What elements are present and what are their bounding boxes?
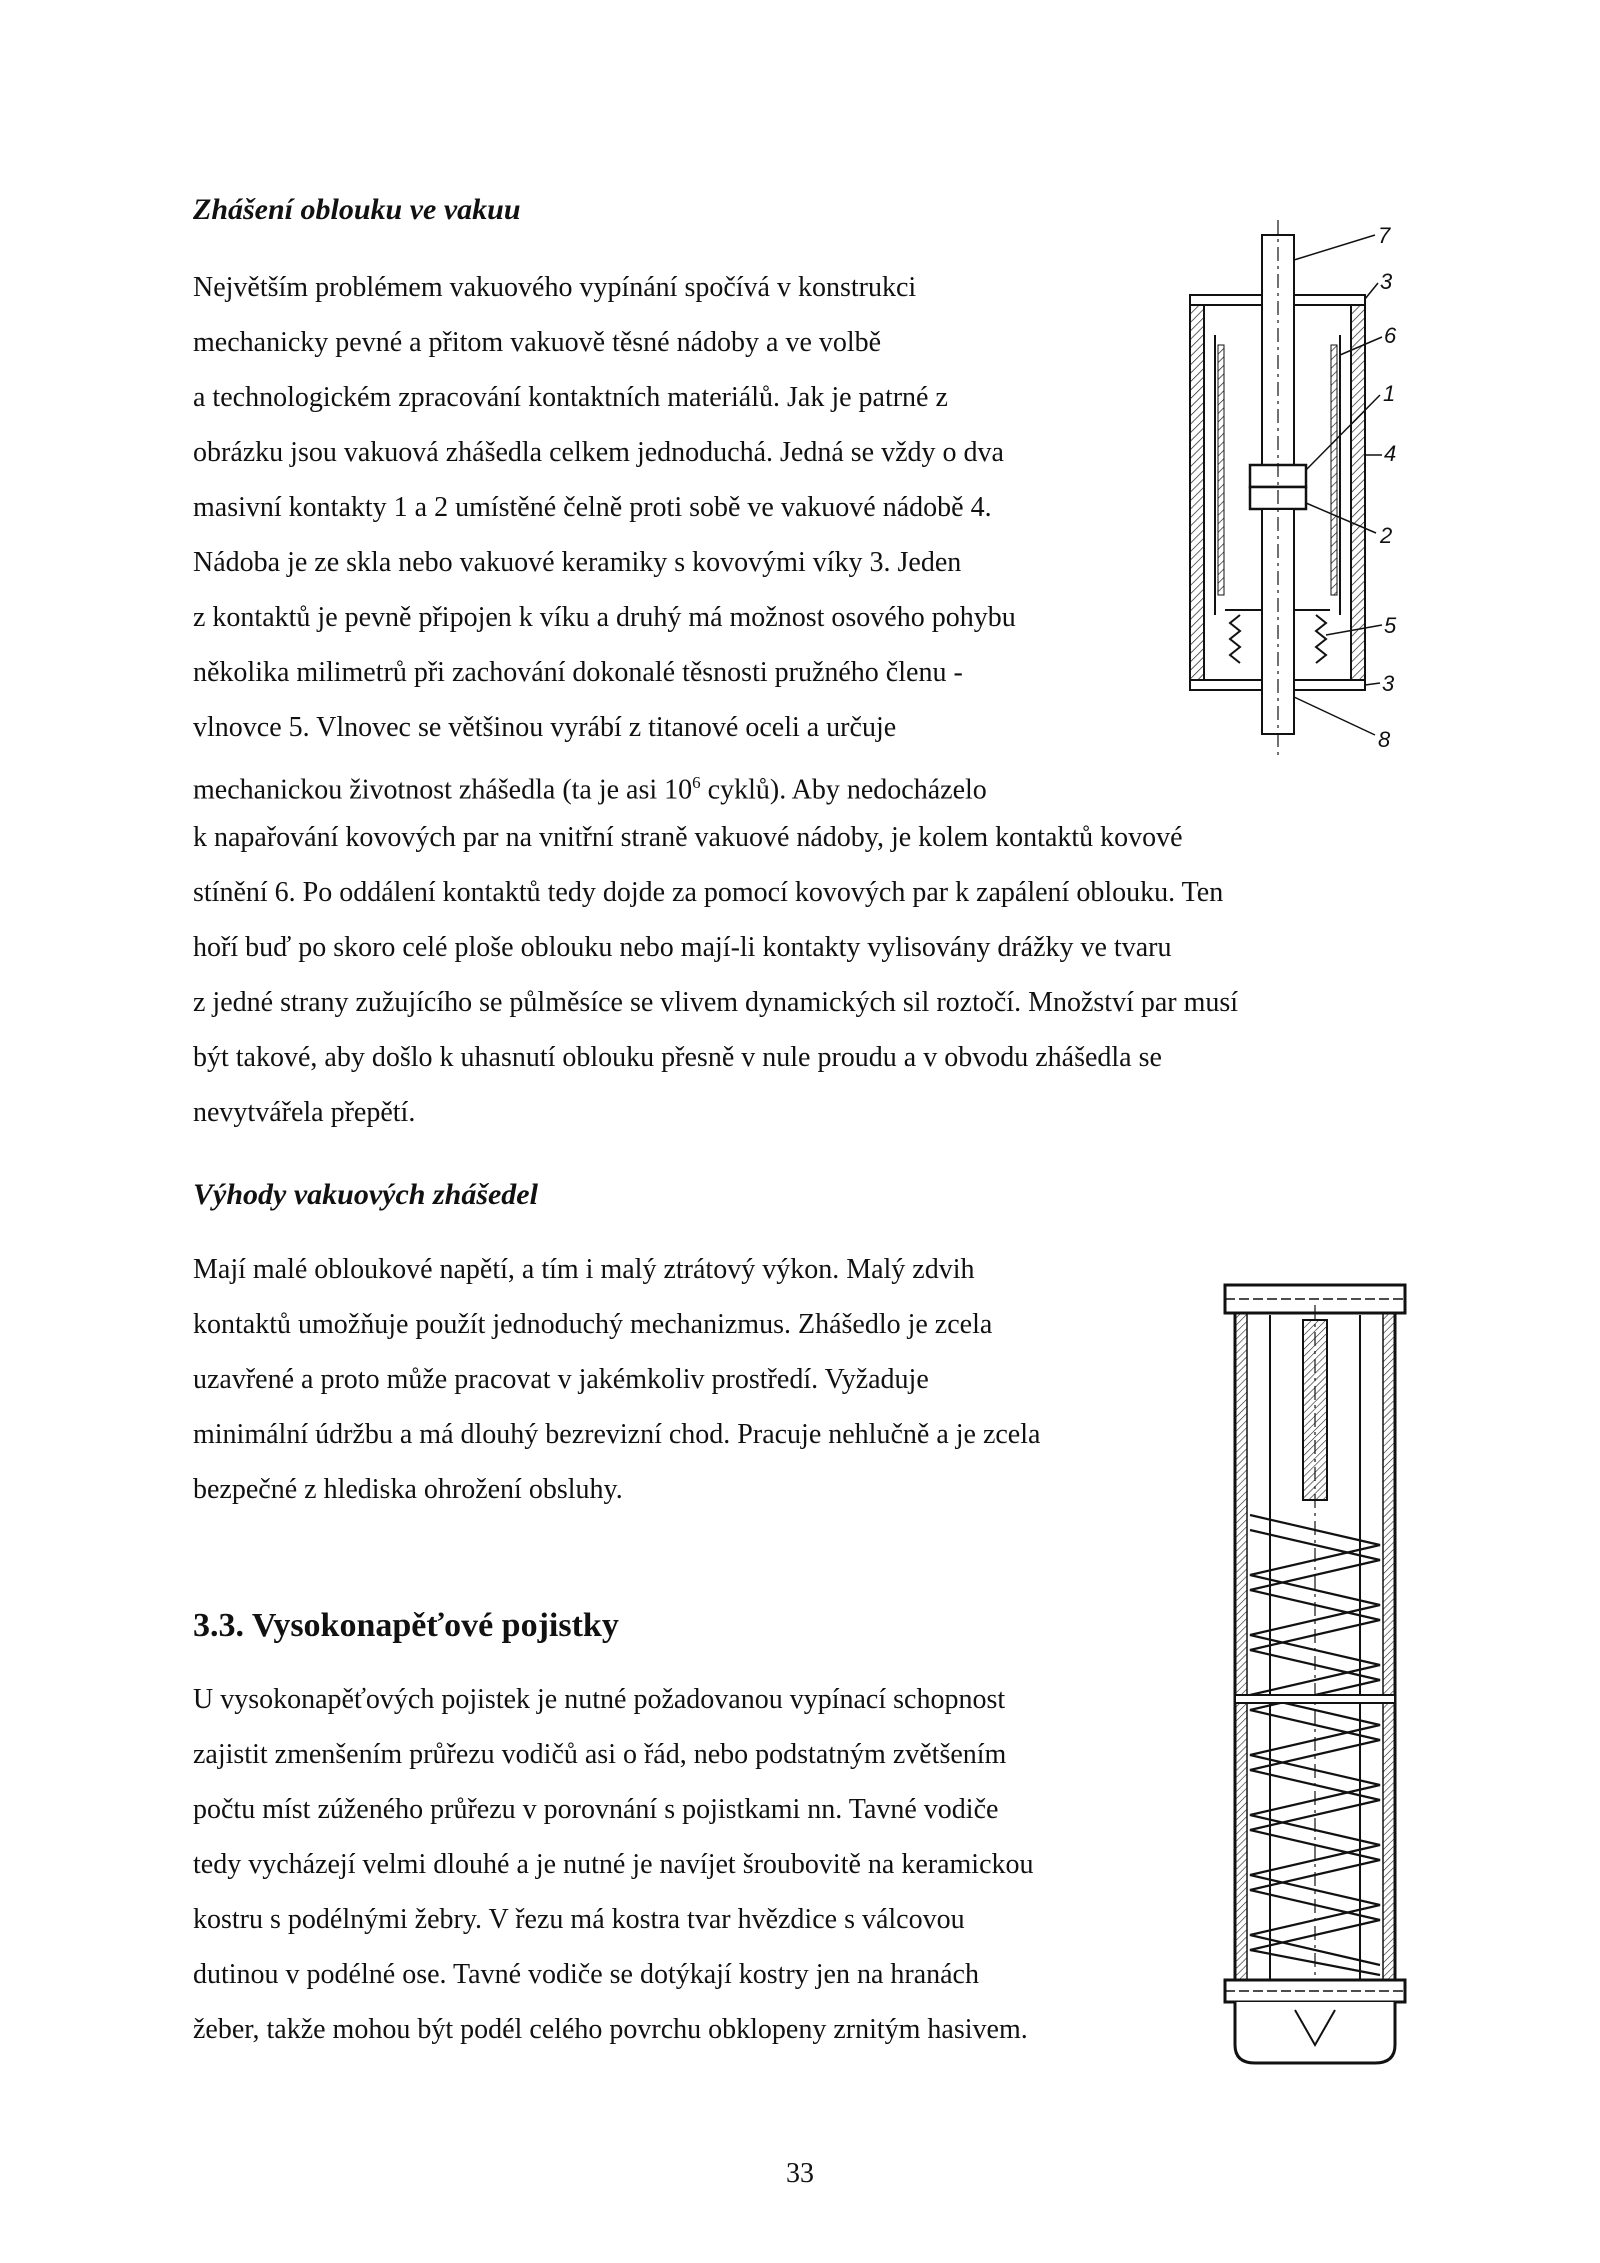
section-heading-fuses: 3.3. Vysokonapěťové pojistky [193, 1607, 619, 1644]
text-line: hoří buď po skoro celé ploše oblouku nebo mají-li kontakty vylisovány drážky ve tvaru [193, 932, 1172, 963]
text-line-start: mechanickou životnost zhášedla (ta je asi 10 [193, 774, 693, 806]
diagram-label-8: 8 [1378, 727, 1391, 752]
text-line: k napařování kovových par na vnitřní straně vakuové nádoby, je kolem kontaktů kovové [193, 822, 1183, 853]
diagram-label-4: 4 [1384, 441, 1397, 466]
diagram-label-3b: 3 [1382, 671, 1395, 696]
diagram-label-7: 7 [1378, 223, 1391, 248]
paragraph-advantages [193, 1242, 1040, 1517]
section-heading-advantages: Výhody vakuových zhášedel [193, 1178, 538, 1211]
text-line [193, 755, 1238, 810]
text-line: uzavřené a proto může pracovat v jakémkoliv prostředí. Vyžaduje [193, 1364, 929, 1395]
diagram-label-1: 1 [1383, 381, 1396, 406]
diagram-label-3: 3 [1380, 269, 1393, 294]
diagram-label-6: 6 [1384, 323, 1397, 348]
text-line: stínění 6. Po oddálení kontaktů tedy dojde za pomocí kovových par k zapálení oblouku. Ten [193, 877, 1224, 908]
vacuum-interrupter-diagram [1170, 215, 1430, 775]
text-line: z kontaktů je pevně připojen k víku a druhý má možnost osového pohybu [193, 602, 1016, 633]
text-line: několika milimetrů při zachování dokonalé těsnosti pružného členu - [193, 657, 963, 688]
text-line: nevytvářela přepětí. [193, 1097, 416, 1128]
section-heading-vacuum: Zhášení oblouku ve vakuu [193, 193, 521, 226]
superscript-exponent: 6 [692, 773, 701, 792]
text-line-end: cyklů). Aby nedocházelo [700, 774, 987, 806]
text-line: minimální údržbu a má dlouhý bezrevizní chod. Pracuje nehlučně a je zcela [193, 1419, 1041, 1450]
hv-fuse-cutaway-illustration [1215, 1275, 1415, 2070]
text-line: tedy vycházejí velmi dlouhé a je nutné je navíjet šroubovitě na keramickou [193, 1849, 1034, 1880]
text-line: bezpečné z hlediska ohrožení obsluhy. [193, 1474, 623, 1505]
text-line: Nádoba je ze skla nebo vakuové keramiky s kovovými víky 3. Jeden [193, 547, 962, 578]
paragraph-vacuum [193, 260, 1238, 1140]
text-line: Mají malé obloukové napětí, a tím i malý ztrátový výkon. Malý zdvih [193, 1254, 975, 1285]
text-line: mechanicky pevné a přitom vakuově těsné nádoby a ve volbě [193, 327, 882, 358]
text-line: být takové, aby došlo k uhasnutí oblouku přesně v nule proudu a v obvodu zhášedla se [193, 1042, 1162, 1073]
text-line: kontaktů umožňuje použít jednoduchý mechanizmus. Zhášedlo je zcela [193, 1309, 993, 1340]
text-line: Největším problémem vakuového vypínání spočívá v konstrukci [193, 272, 917, 303]
paragraph-fuses [193, 1672, 1034, 2057]
diagram-label-5: 5 [1384, 613, 1397, 638]
text-line: počtu míst zúženého průřezu v porovnání s pojistkami nn. Tavné vodiče [193, 1794, 999, 1825]
text-line: žeber, takže mohou být podél celého povrchu obklopeny zrnitým hasivem. [193, 2014, 1028, 2045]
text-line: vlnovce 5. Vlnovec se většinou vyrábí z titanové oceli a určuje [193, 712, 897, 743]
text-line: zajistit zmenšením průřezu vodičů asi o řád, nebo podstatným zvětšením [193, 1739, 1007, 1770]
page-number: 33 [786, 2158, 814, 2189]
text-line: obrázku jsou vakuová zhášedla celkem jednoduchá. Jedná se vždy o dva [193, 437, 1004, 468]
text-line: dutinou v podélné ose. Tavné vodiče se dotýkají kostry jen na hranách [193, 1959, 979, 1990]
diagram-label-2: 2 [1380, 523, 1393, 548]
text-line: U vysokonapěťových pojistek je nutné požadovanou vypínací schopnost [193, 1684, 1006, 1715]
text-line: z jedné strany zužujícího se půlměsíce se vlivem dynamických sil roztočí. Množství par musí [193, 987, 1239, 1018]
text-line: kostru s podélnými žebry. V řezu má kostra tvar hvězdice s válcovou [193, 1904, 965, 1935]
text-line: masivní kontakty 1 a 2 umístěné čelně proti sobě ve vakuové nádobě 4. [193, 492, 992, 523]
text-line: a technologickém zpracování kontaktních materiálů. Jak je patrné z [193, 382, 948, 413]
